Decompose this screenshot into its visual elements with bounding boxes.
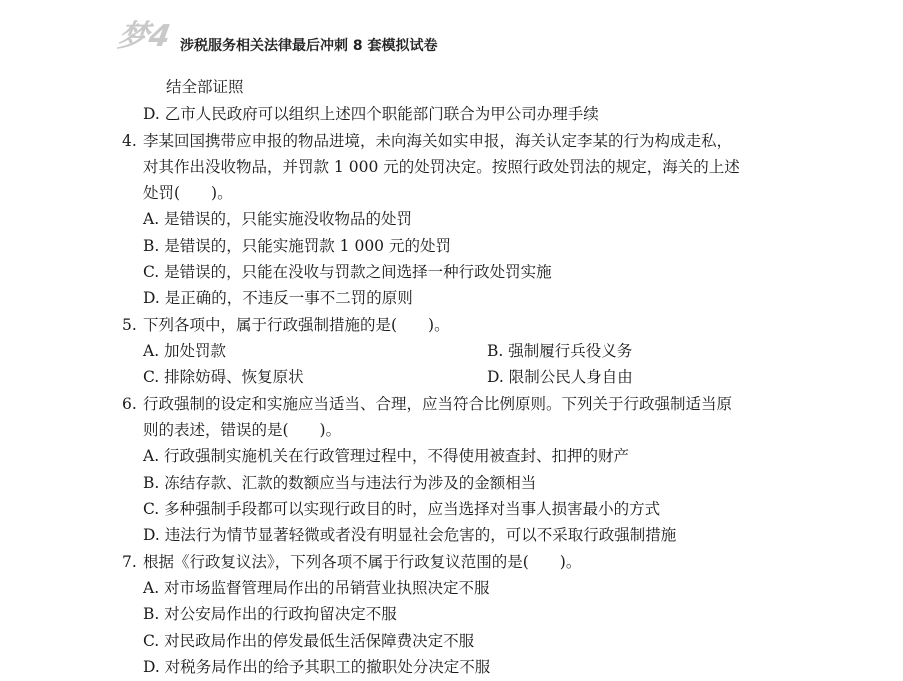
question-text: 则的表述，错误的是( )。 — [143, 421, 342, 439]
book-title: 涉税服务相关法律最后冲刺 8 套模拟试卷 — [180, 38, 438, 54]
option-text: B. 强制履行兵役义务 — [487, 342, 633, 360]
series-logo: 梦4 — [115, 19, 175, 54]
question-text: 李某回国携带应申报的物品进境，未向海关如实申报，海关认定李某的行为构成走私， — [143, 132, 733, 150]
option-text: A. 是错误的，只能实施没收物品的处罚 — [143, 210, 413, 228]
question-text: 处罚( )。 — [143, 184, 233, 202]
option-text: B. 是错误的，只能实施罚款 1 000 元的处罚 — [143, 237, 451, 255]
option-text: B. 对公安局作出的行政拘留决定不服 — [143, 605, 397, 623]
page-header — [115, 18, 878, 58]
question-text: 根据《行政复议法》，下列各项不属于行政复议范围的是( )。 — [143, 553, 582, 571]
option-text: D. 乙市人民政府可以组织上述四个职能部门联合为甲公司办理手续 — [143, 105, 599, 123]
question-number: 6. — [122, 395, 137, 413]
option-text: A. 行政强制实施机关在行政管理过程中，不得使用被查封、扣押的财产 — [143, 447, 630, 465]
continuation-text: 结全部证照 — [166, 78, 244, 96]
option-text: D. 限制公民人身自由 — [487, 368, 633, 386]
question-text: 行政强制的设定和实施应当适当、合理，应当符合比例原则。下列关于行政强制适当原 — [143, 395, 733, 413]
option-text: C. 是错误的，只能在没收与罚款之间选择一种行政处罚实施 — [143, 263, 552, 281]
option-text: D. 对税务局作出的给予其职工的撤职处分决定不服 — [143, 658, 491, 676]
question-number: 7. — [122, 553, 137, 571]
option-text: C. 排除妨碍、恢复原状 — [143, 368, 304, 386]
option-text: C. 对民政局作出的停发最低生活保障费决定不服 — [143, 632, 475, 650]
question-number: 4. — [122, 132, 137, 150]
option-text: B. 冻结存款、汇款的数额应当与违法行为涉及的金额相当 — [143, 474, 537, 492]
question-text: 对其作出没收物品，并罚款 1 000 元的处罚决定。按照行政处罚法的规定，海关的上述 — [143, 158, 740, 176]
option-text: D. 违法行为情节显著轻微或者没有明显社会危害的，可以不采取行政强制措施 — [143, 526, 677, 544]
option-text: C. 多种强制手段都可以实现行政目的时，应当选择对当事人损害最小的方式 — [143, 500, 661, 518]
option-text: A. 加处罚款 — [143, 342, 227, 360]
question-text: 下列各项中，属于行政强制措施的是( )。 — [143, 316, 450, 334]
question-number: 5. — [122, 316, 137, 334]
option-text: A. 对市场监督管理局作出的吊销营业执照决定不服 — [143, 579, 490, 597]
option-text: D. 是正确的，不违反一事不二罚的原则 — [143, 289, 413, 307]
